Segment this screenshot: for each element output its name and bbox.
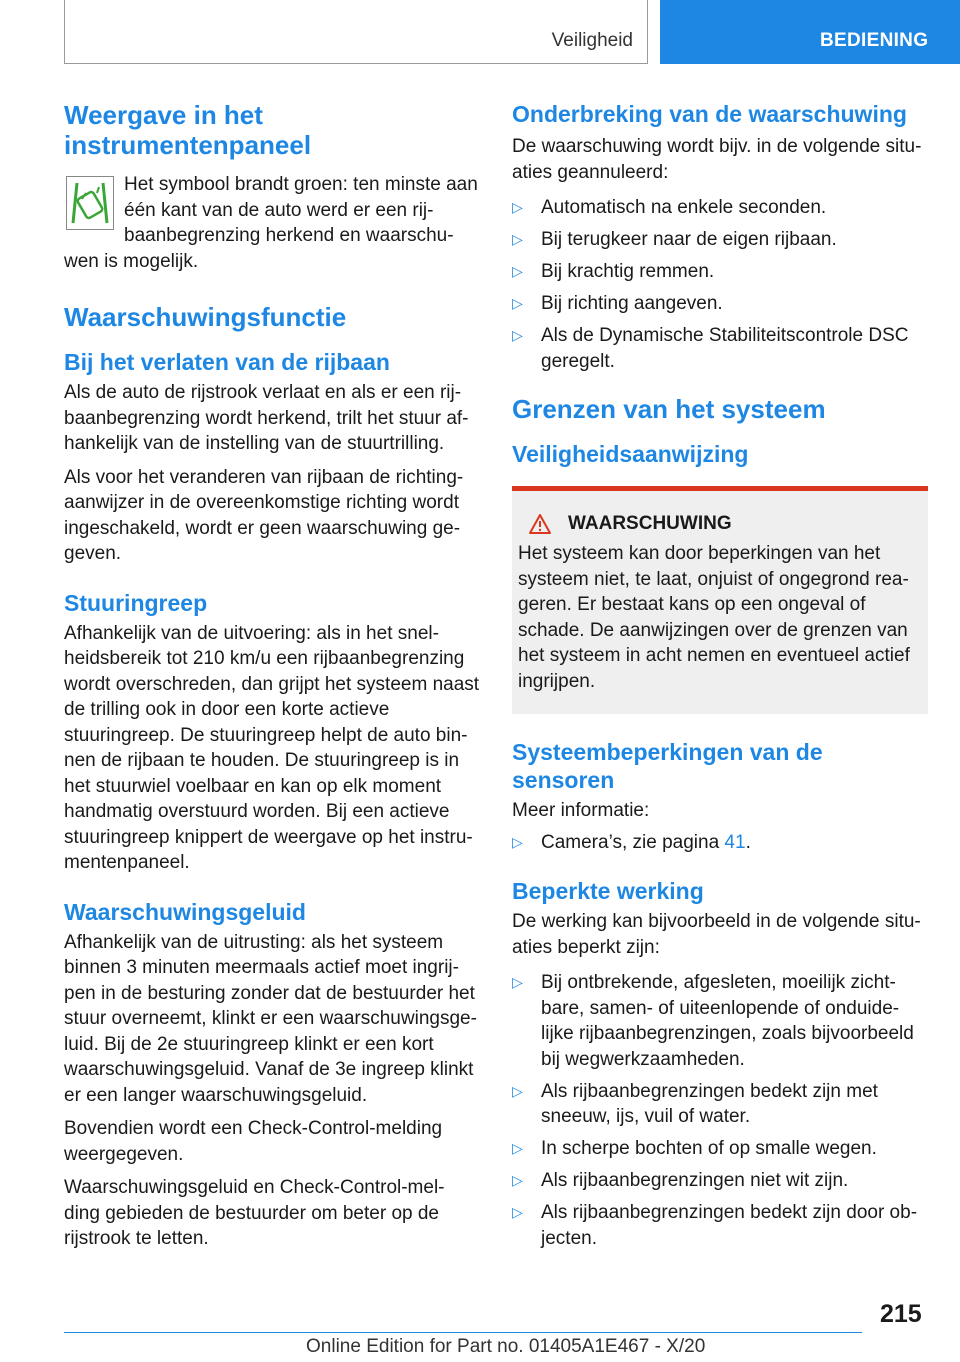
lane-departure-icon <box>66 176 114 230</box>
heading-functie: Waarschuwingsfunctie <box>64 302 347 332</box>
icon-text: Het symbool brandt groen: ten minste aan één kant van de auto werd er een rij-baanbegrenzing herkend en waarschu-wen is mogelijk. <box>64 174 478 272</box>
para-geluid-2: Bovendien wordt een Check-Control-melding weergegeven. <box>64 1118 443 1165</box>
icon-paragraph <box>64 172 480 274</box>
heading-onderbreking: Onderbreking van de waarschuwing <box>512 101 907 127</box>
list-item: ▷ Bij terugkeer naar de eigen rijbaan. <box>512 227 928 253</box>
triangle-bullet-icon: ▷ <box>512 231 523 247</box>
heading-sensoren: Systeembeperkingen van de sensoren <box>512 739 823 793</box>
list-onderbreking <box>512 195 928 374</box>
header-box <box>64 0 648 64</box>
heading-geluid: Waarschuwingsgeluid <box>64 898 306 925</box>
list-item: ▷ In scherpe bochten of op smalle wegen. <box>512 1136 928 1162</box>
list-item: ▷ Als rijbaanbegrenzingen bedekt zijn door ob-jecten. <box>512 1202 918 1249</box>
triangle-bullet-icon: ▷ <box>512 974 523 990</box>
warning-title-row <box>518 513 922 535</box>
warning-text: Het systeem kan door beperkingen van het systeem niet, te laat, onjuist of ongegrond rea-geren. Er bestaat kans op een ongeval of schade. De aanwijzingen over de grenzen van het systeem in acht nemen en eventueel actief ingrijpen. <box>518 543 910 692</box>
list-item: ▷ Als rijbaanbegrenzingen bedekt zijn met sneeuw, ijs, vuil of water. <box>512 1080 878 1127</box>
triangle-bullet-icon: ▷ <box>512 263 523 279</box>
triangle-bullet-icon: ▷ <box>512 199 523 215</box>
para-onderbreking: De waarschuwing wordt bijv. in de volgende situ-aties geannuleerd: <box>512 136 922 183</box>
para-geluid-1: Afhankelijk van de uitrusting: als het systeem binnen 3 minuten meermaals actief moet ingrij-pen in de besturing zonder dat de bestuurder het stuur overneemt, klinkt er een waarschuwingsge-luid. Bij de 2e stuuringreep klinkt er een kort waarschuwingsgeluid. Vanaf de 3e ingreep klinkt er een langer waarschuwingsgeluid. <box>64 931 477 1106</box>
list-item: ▷ Automatisch na enkele seconden. <box>512 195 928 221</box>
header-section: Veiligheid <box>551 30 633 51</box>
list-sensoren <box>512 830 928 856</box>
triangle-bullet-icon: ▷ <box>512 833 523 850</box>
list-item: ▷ Bij richting aangeven. <box>512 291 928 317</box>
heading-veiligheid: Veiligheidsaanwijzing <box>512 441 749 467</box>
list-item: ▷ Bij krachtig remmen. <box>512 259 928 285</box>
warning-box <box>512 486 928 714</box>
warning-triangle-icon <box>528 513 552 535</box>
para-beperkt: De werking kan bijvoorbeeld in de volgende situ-aties beperkt zijn: <box>512 911 921 958</box>
list-beperkt <box>512 970 928 1251</box>
heading-beperkt: Beperkte werking <box>512 878 704 904</box>
list-item: ▷ Bij ontbrekende, afgesleten, moeilijk zicht-bare, samen- of uiteenlopende of onduide-lijke rijbaanbegrenzingen, zoals bijvoorbeeld bij wegwerkzaamheden. <box>512 972 914 1070</box>
heading-grenzen: Grenzen van het systeem <box>512 394 826 424</box>
right-column <box>512 100 928 1259</box>
page-link[interactable]: 41 <box>724 831 746 853</box>
para-geluid-3: Waarschuwingsgeluid en Check-Control-mel-ding gebieden de bestuurder om beter op de rijstrook te letten. <box>64 1177 445 1249</box>
footer-edition: Online Edition for Part no. 01405A1E467 - X/20 <box>306 1336 706 1357</box>
warning-title: WAARSCHUWING <box>568 513 732 534</box>
para-sensoren: Meer informatie: <box>512 800 650 821</box>
triangle-bullet-icon: ▷ <box>512 1172 523 1188</box>
list-item: ▷ Als rijbaanbegrenzingen niet wit zijn. <box>512 1168 928 1194</box>
triangle-bullet-icon: ▷ <box>512 1204 523 1220</box>
para-stuuringreep: Afhankelijk van de uitvoering: als in het snel-heidsbereik tot 210 km/u een rijbaanbegrenzing wordt overschreden, dan grijpt het systeem naast de trilling ook in door een korte actieve stuuringreep. De stuuringreep helpt de auto bin-nen de rijbaan te houden. De stuuringreep is in het stuurwiel voelbaar en kan op elk moment handmatig overstuurd worden. Bij een actieve stuuringreep knippert de weergave op het instru-mentenpaneel. <box>64 622 480 873</box>
header-chapter: BEDIENING <box>660 0 960 64</box>
triangle-bullet-icon: ▷ <box>512 327 523 343</box>
left-column <box>64 100 480 1260</box>
heading-weergave: Weergave in het instrumentenpaneel <box>64 100 312 160</box>
list-item: ▷ Camera’s, zie pagina 41. <box>512 830 928 856</box>
list-item: ▷ Als de Dynamische Stabiliteitscontrole DSC geregelt. <box>512 325 909 372</box>
footer-divider <box>64 1332 862 1333</box>
heading-stuuringreep: Stuuringreep <box>64 589 208 616</box>
para-verlaten-1: Als de auto de rijstrook verlaat en als er een rij-baanbegrenzing wordt herkend, trilt het stuur af-hankelijk van de instelling van de stuurtrilling. <box>64 382 469 454</box>
heading-verlaten: Bij het verlaten van de rijbaan <box>64 349 390 375</box>
page-number: 215 <box>880 1300 922 1328</box>
triangle-bullet-icon: ▷ <box>512 295 523 311</box>
triangle-bullet-icon: ▷ <box>512 1140 523 1156</box>
triangle-bullet-icon: ▷ <box>512 1082 523 1099</box>
para-verlaten-2: Als voor het veranderen van rijbaan de richting-aanwijzer in de overeenkomstige richting wordt ingeschakeld, wordt er geen waarschuwing ge-geven. <box>64 466 464 564</box>
